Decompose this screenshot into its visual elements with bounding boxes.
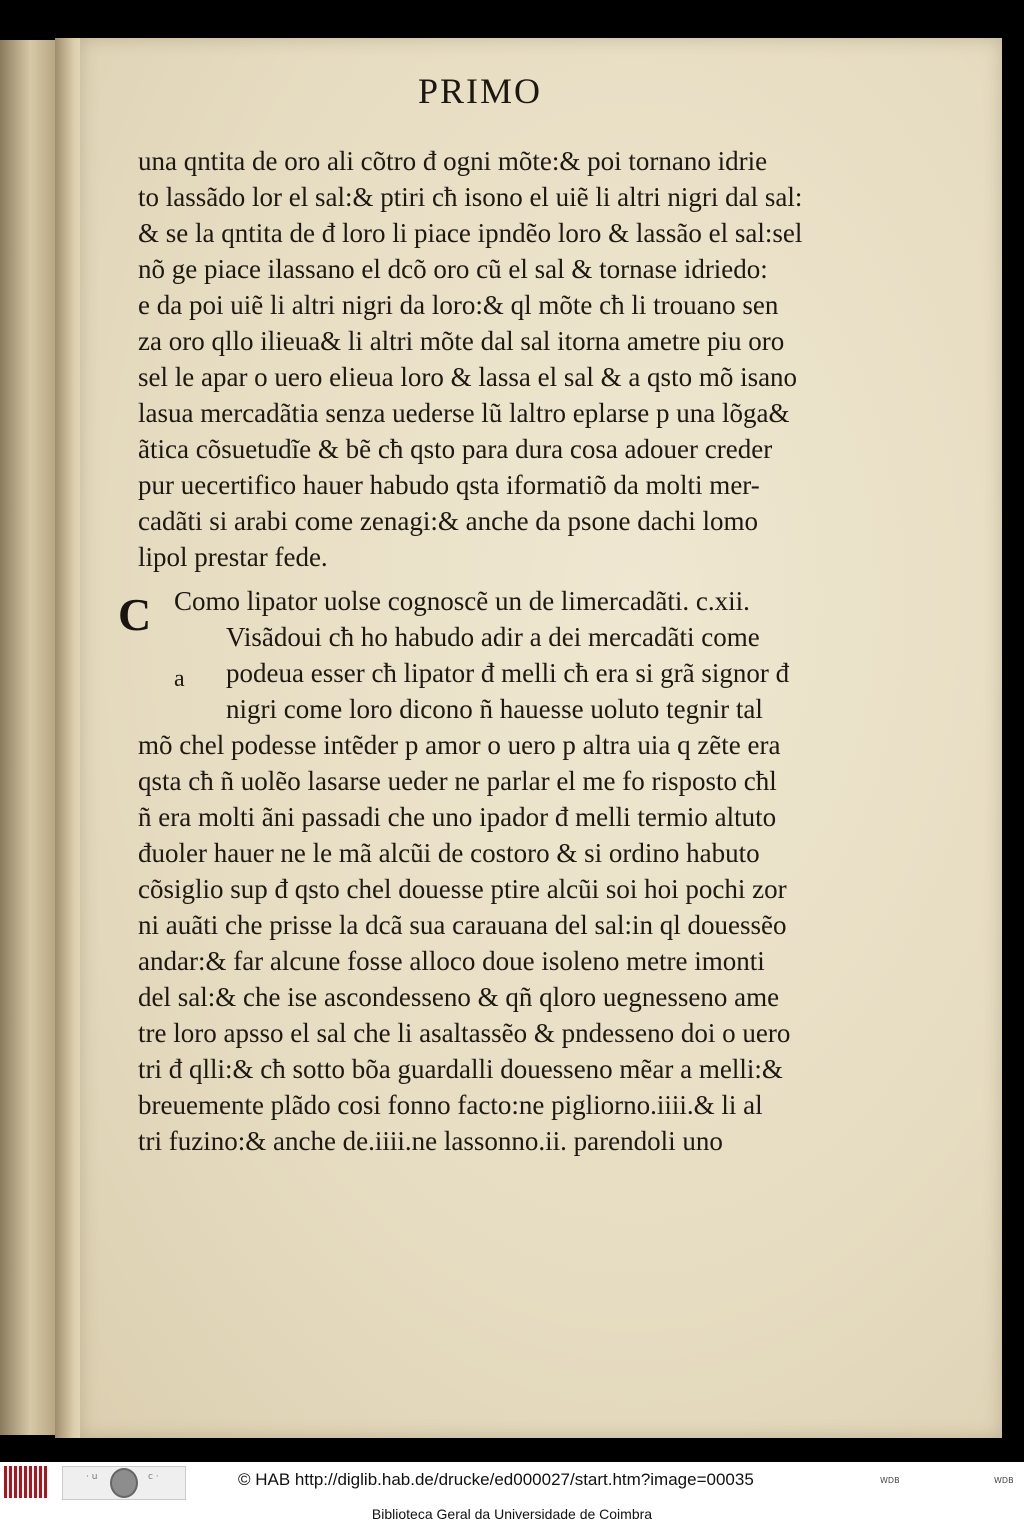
text-line: podeua esser cħ lipator đ melli cħ era si grã signor đ <box>226 658 790 688</box>
guide-letter: a <box>174 666 185 692</box>
text-line: cadãti si arabi come zenagi:& anche da psone dachi lomo <box>138 506 758 536</box>
text-line: & se la qntita de đ loro li piace ipndẽo loro & lassão el sal:sel <box>138 218 803 248</box>
text-line: una qntita de oro ali cõtro đ ogni mõte:& poi tornano idrie <box>138 146 768 176</box>
text-line: tre loro apsso el sal che li asaltassẽo & pndesseno doi o uero <box>138 1018 791 1048</box>
text-line: breuemente plãdo cosi fonno facto:ne pigliorno.iiii.& li al <box>138 1090 763 1120</box>
text-line: pur uecertifico hauer habudo qsta iformatiõ da molti mer- <box>138 470 760 500</box>
text-line: e da poi uiẽ li altri nigri da loro:& ql mõte cħ li trouano sen <box>138 290 779 320</box>
text-line: lipol prestar fede. <box>138 542 328 572</box>
text-line: andar:& far alcune fosse alloco doue isoleno metre imonti <box>138 946 765 976</box>
rubric-capital: C <box>118 589 152 640</box>
text-line: ñ era molti ãni passadi che uno ipador đ melli termio altuto <box>138 802 777 832</box>
text-line: Visãdoui cħ ho habudo adir a dei mercadãti come <box>226 622 760 652</box>
text-line: nõ ge piace ilassano el dcõ oro cũ el sal & tornase idriedo: <box>138 254 768 284</box>
text-line: qsta cħ ñ uolẽo lasarse ueder ne parlar el me fo risposto cħl <box>138 766 777 796</box>
running-head: PRIMO <box>418 71 543 111</box>
left-page-edge <box>0 40 55 1435</box>
text-line: ni auãti che prisse la dcã sua carauana del sal:in ql douessẽo <box>138 910 787 940</box>
text-line: za oro qllo ilieua& li altri mõte dal sal itorna ametre piu oro <box>138 326 785 356</box>
wdb-label: WDB <box>994 1476 1014 1485</box>
copyright-link[interactable]: © HAB http://diglib.hab.de/drucke/ed000027/start.htm?image=00035 <box>238 1470 754 1489</box>
ruler-right-mark: c · <box>148 1472 159 1482</box>
text-line: đuoler hauer ne le mã alcũi de costoro & si ordino habuto <box>138 838 760 868</box>
text-line: tri fuzino:& anche de.iiii.ne lassonno.ii. parendoli uno <box>138 1126 723 1156</box>
library-seal-icon <box>110 1468 138 1498</box>
wdb-label: WDB <box>880 1476 900 1485</box>
chapter-heading: Como lipator uolse cognoscẽ un de limercadãti. c.xii. <box>174 586 750 616</box>
text-line: to lassãdo lor el sal:& ptiri cħ isono el uiẽ li altri nigri dal sal: <box>138 182 803 212</box>
text-line: tri đ qlli:& cħ sotto bõa guardalli douesseno mẽar a melli:& <box>138 1054 783 1084</box>
text-line: sel le apar o uero elieua loro & lassa el sal & a qsto mõ isano <box>138 362 798 392</box>
text-line: del sal:& che ise ascondesseno & qñ qloro uegnesseno ame <box>138 982 780 1012</box>
ruler-left-mark: · u <box>86 1472 98 1482</box>
text-line: lasua mercadãtia senza uederse lũ laltro eplarse p una lõga& <box>138 398 790 428</box>
text-line: ãtica cõsuetudĩe & bẽ cħ qsto para dura cosa adouer creder <box>138 434 773 464</box>
text-line: cõsiglio sup đ qsto chel douesse ptire alcũi soi hoi pochi zor <box>138 874 787 904</box>
viewer-footer <box>0 1462 1024 1502</box>
hab-logo-icon[interactable] <box>4 1466 48 1498</box>
library-caption: Biblioteca Geral da Universidade de Coimbra <box>0 1502 1024 1527</box>
text-line: nigri come loro dicono ñ hauesse uoluto tegnir tal <box>226 694 763 724</box>
text-line: mõ chel podesse intẽder p amor o uero p altra uia q zẽte era <box>138 730 781 760</box>
